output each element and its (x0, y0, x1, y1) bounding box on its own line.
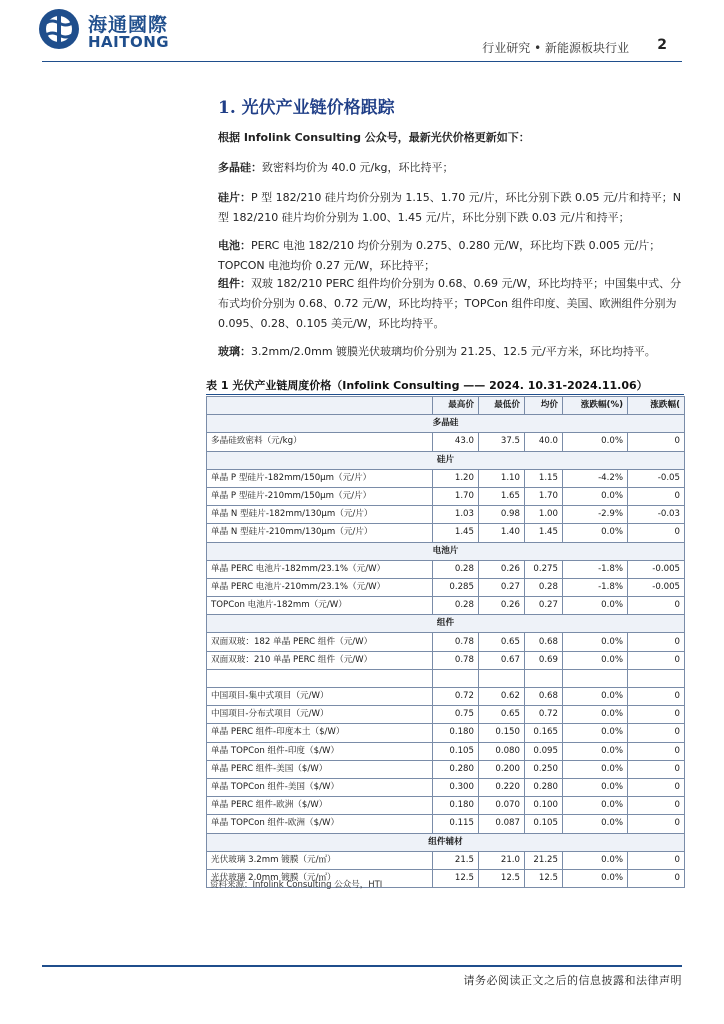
table-cell: 0 (628, 651, 685, 669)
table-row (207, 724, 685, 742)
table-cell: -0.05 (628, 469, 685, 487)
table-cell: 0.28 (525, 578, 563, 596)
table-row-label: 双面双玻：210 单晶 PERC 组件（元/W） (207, 651, 433, 669)
table-row-label: 光伏玻璃 2.0mm 镀膜（元/㎡） (207, 869, 433, 887)
table-cell: 1.03 (433, 506, 479, 524)
table-row-label: 单晶 PERC 电池片-210mm/23.1%（元/W） (207, 578, 433, 596)
table-cell: 0.72 (525, 706, 563, 724)
paragraph-label: 电池： (218, 239, 251, 252)
table-cell: 0.78 (433, 633, 479, 651)
table-row (207, 506, 685, 524)
table-row (207, 760, 685, 778)
table-cell: 0 (628, 797, 685, 815)
table-cell (433, 669, 479, 687)
table-section-row (207, 542, 685, 560)
table-cell (479, 669, 525, 687)
table-cell: 0 (628, 688, 685, 706)
table-section-row (207, 615, 685, 633)
table-cell: 0.0% (563, 724, 628, 742)
table-cell: 0.280 (525, 778, 563, 796)
table-cell: 0.27 (479, 578, 525, 596)
table-cell: 0.67 (479, 651, 525, 669)
table-cell: 0.250 (525, 760, 563, 778)
table-row-label: 单晶 TOPCon 组件-欧洲（$/W） (207, 815, 433, 833)
table-cell: 0.0% (563, 524, 628, 542)
table-cell: 21.5 (433, 851, 479, 869)
table-cell: 0.0% (563, 815, 628, 833)
table-row-label: 单晶 PERC 组件-印度本土（$/W） (207, 724, 433, 742)
table-row-label: 单晶 N 型硅片-182mm/130μm（元/片） (207, 506, 433, 524)
table-header-cell: 均价 (525, 397, 563, 415)
table-cell: 0 (628, 742, 685, 760)
table-row (207, 706, 685, 724)
table-cell: 0 (628, 724, 685, 742)
table-cell: 0.0% (563, 851, 628, 869)
table-row (207, 778, 685, 796)
table-cell: 0 (628, 851, 685, 869)
table-cell: 1.45 (433, 524, 479, 542)
header-divider (42, 61, 682, 62)
table-cell: 0.200 (479, 760, 525, 778)
table-row (207, 651, 685, 669)
table-cell (207, 669, 433, 687)
table-cell: 0.78 (433, 651, 479, 669)
table-cell: 0.27 (525, 597, 563, 615)
footer-disclaimer: 请务必阅读正文之后的信息披露和法律声明 (463, 974, 682, 987)
table-cell: 0 (628, 487, 685, 505)
section-title: 1. 光伏产业链价格跟踪 (218, 98, 395, 118)
table-section-row (207, 833, 685, 851)
table-cell: 0.0% (563, 760, 628, 778)
table-row (207, 688, 685, 706)
table-cell: 0.28 (433, 560, 479, 578)
table-section-row (207, 451, 685, 469)
haitong-logo-icon (38, 8, 80, 50)
polysilicon-paragraph (218, 158, 684, 178)
table-row-label: 单晶 TOPCon 组件-印度（$/W） (207, 742, 433, 760)
table-cell: 0.68 (525, 633, 563, 651)
table-cell: 1.20 (433, 469, 479, 487)
table-row (207, 597, 685, 615)
table-section-label: 组件 (207, 615, 685, 633)
paragraph-text: 双玻 182/210 PERC 组件均价分别为 0.68、0.69 元/W，环比均持平；中国集中式、分布式均价分别为 0.68、0.72 元/W，环比均持平；TOPCon 组件印度、美国、欧洲组件分别为 0.095、0.28、0.105 美元/W，环比均持平。 (218, 277, 682, 330)
table-cell: 0.100 (525, 797, 563, 815)
table-row (207, 524, 685, 542)
table-cell: 12.5 (433, 869, 479, 887)
paragraph-label: 硅片： (218, 191, 251, 204)
logo-chinese-name: 海通國際 (88, 14, 169, 36)
table-cell: -0.03 (628, 506, 685, 524)
table-cell: -1.8% (563, 560, 628, 578)
header-category: 行业研究 • 新能源板块行业 (482, 41, 629, 55)
table-header-cell: 最低价 (479, 397, 525, 415)
table-cell: 0.0% (563, 633, 628, 651)
table-cell: -1.8% (563, 578, 628, 596)
paragraph-text: PERC 电池 182/210 均价分别为 0.275、0.280 元/W，环比均下跌 0.005 元/片；TOPCON 电池均价 0.27 元/W，环比持平； (218, 239, 661, 272)
table-row (207, 469, 685, 487)
table-row (207, 560, 685, 578)
table-section-label: 电池片 (207, 542, 685, 560)
table-row-label: 双面双玻：182 单晶 PERC 组件（元/W） (207, 633, 433, 651)
table-cell: 0.26 (479, 560, 525, 578)
table-cell: 0.0% (563, 869, 628, 887)
paragraph-text: P 型 182/210 硅片均价分别为 1.15、1.70 元/片，环比分别下跌 0.05 元/片和持平；N 型 182/210 硅片均价分别为 1.00、1.45 元/片，环比分别下跌 0.03 元/片和持平； (218, 191, 681, 224)
table-cell: 0.0% (563, 651, 628, 669)
table-cell: 0 (628, 760, 685, 778)
table-row (207, 633, 685, 651)
table-cell: 1.15 (525, 469, 563, 487)
table-cell: 0.105 (525, 815, 563, 833)
table-cell: -0.005 (628, 578, 685, 596)
table-cell: 0.275 (525, 560, 563, 578)
table-cell: 0.300 (433, 778, 479, 796)
table-cell: 0.095 (525, 742, 563, 760)
table-cell: 0.165 (525, 724, 563, 742)
table-header-row (207, 397, 685, 415)
table-cell: 1.40 (479, 524, 525, 542)
table-cell (563, 669, 628, 687)
table-header-cell (207, 397, 433, 415)
company-logo (38, 8, 168, 54)
table-header-cell: 涨跌幅(%) (563, 397, 628, 415)
table-section-label: 多晶硅 (207, 415, 685, 433)
table-cell: 0.68 (525, 688, 563, 706)
table-cell: 0.0% (563, 778, 628, 796)
table-cell: 0.26 (479, 597, 525, 615)
table-row-label: 单晶 N 型硅片-210mm/130μm（元/片） (207, 524, 433, 542)
table-section-row (207, 415, 685, 433)
table-row-label: 多晶硅致密料（元/kg） (207, 433, 433, 451)
table-section-label: 硅片 (207, 451, 685, 469)
table-row-label: 单晶 PERC 电池片-182mm/23.1%（元/W） (207, 560, 433, 578)
table-cell: 0.0% (563, 797, 628, 815)
wafer-paragraph (218, 188, 684, 228)
glass-paragraph (218, 342, 684, 362)
table-cell: 0.105 (433, 742, 479, 760)
module-paragraph (218, 274, 684, 334)
table-row (207, 797, 685, 815)
table-row (207, 742, 685, 760)
table-cell: 0 (628, 869, 685, 887)
table-cell: 0 (628, 706, 685, 724)
table-cell: 0 (628, 524, 685, 542)
table-cell: 12.5 (525, 869, 563, 887)
table-row (207, 851, 685, 869)
table-cell: 1.65 (479, 487, 525, 505)
table-cell: 0.080 (479, 742, 525, 760)
table-row-label: 单晶 PERC 组件-美国（$/W） (207, 760, 433, 778)
table-cell: -2.9% (563, 506, 628, 524)
table-row (207, 578, 685, 596)
table-cell: 0 (628, 778, 685, 796)
table-cell: 1.70 (525, 487, 563, 505)
table-cell: 21.0 (479, 851, 525, 869)
table-cell: 0.220 (479, 778, 525, 796)
table-cell: 0.0% (563, 688, 628, 706)
table-title-divider (206, 394, 684, 395)
table-cell: 21.25 (525, 851, 563, 869)
table-row (207, 487, 685, 505)
table-cell: 0 (628, 433, 685, 451)
paragraph-label: 组件： (218, 277, 251, 290)
table-cell: 40.0 (525, 433, 563, 451)
table-cell: 0.180 (433, 797, 479, 815)
table-row-label: 单晶 P 型硅片-182mm/150μm（元/片） (207, 469, 433, 487)
table-row-label: 单晶 P 型硅片-210mm/150μm（元/片） (207, 487, 433, 505)
table-blank-row (207, 669, 685, 687)
table-cell: 0.69 (525, 651, 563, 669)
paragraph-label: 多晶硅： (218, 161, 262, 174)
table-cell: 0.280 (433, 760, 479, 778)
table-cell: 0.65 (479, 706, 525, 724)
table-cell: 0.0% (563, 597, 628, 615)
table-cell: 0.115 (433, 815, 479, 833)
table-cell: 12.5 (479, 869, 525, 887)
table-cell: 0.070 (479, 797, 525, 815)
table-row-label: 单晶 PERC 组件-欧洲（$/W） (207, 797, 433, 815)
table-title: 表 1 光伏产业链周度价格（Infolink Consulting —— 2024. 10.31-2024.11.06） (206, 379, 648, 392)
table-cell: 0.72 (433, 688, 479, 706)
logo-english-name: HAITONG (88, 33, 170, 51)
table-cell: -0.005 (628, 560, 685, 578)
price-table (206, 396, 685, 888)
intro-paragraph: 根据 Infolink Consulting 公众号，最新光伏价格更新如下： (218, 131, 530, 144)
table-row-label: 单晶 TOPCon 组件-美国（$/W） (207, 778, 433, 796)
table-cell: 1.45 (525, 524, 563, 542)
table-row-label: 中国项目-分布式项目（元/W） (207, 706, 433, 724)
table-header-cell: 最高价 (433, 397, 479, 415)
table-body (207, 415, 685, 888)
table-cell: 0.0% (563, 433, 628, 451)
table-cell: 0.285 (433, 578, 479, 596)
table-row (207, 815, 685, 833)
table-cell: 0.62 (479, 688, 525, 706)
paragraph-text: 3.2mm/2.0mm 镀膜光伏玻璃均价分别为 21.25、12.5 元/平方米，环比均持平。 (251, 345, 656, 358)
table-cell: 0.087 (479, 815, 525, 833)
table-cell (628, 669, 685, 687)
table-cell: 0.0% (563, 487, 628, 505)
table-cell: 0 (628, 597, 685, 615)
table-cell: 0.0% (563, 706, 628, 724)
table-cell: 1.70 (433, 487, 479, 505)
table-cell: 0.0% (563, 742, 628, 760)
paragraph-label: 玻璃： (218, 345, 251, 358)
table-cell: -4.2% (563, 469, 628, 487)
footer-divider (42, 965, 682, 967)
table-cell: 1.00 (525, 506, 563, 524)
table-cell: 0 (628, 815, 685, 833)
page-number: 2 (657, 37, 667, 53)
table-cell: 0 (628, 633, 685, 651)
table-cell: 0.180 (433, 724, 479, 742)
table-cell: 1.10 (479, 469, 525, 487)
table-row-label: 光伏玻璃 3.2mm 镀膜（元/㎡） (207, 851, 433, 869)
table-cell: 0.65 (479, 633, 525, 651)
table-header-cell: 涨跌幅( (628, 397, 685, 415)
table-cell: 0.98 (479, 506, 525, 524)
paragraph-text: 致密料均价为 40.0 元/kg，环比持平； (262, 161, 454, 174)
table-row (207, 433, 685, 451)
table-row-label: TOPCon 电池片-182mm（元/W） (207, 597, 433, 615)
table-source: 资料来源：Infolink Consulting 公众号，HTI (210, 880, 383, 890)
table-section-label: 组件辅材 (207, 833, 685, 851)
table-cell: 43.0 (433, 433, 479, 451)
table-cell: 0.150 (479, 724, 525, 742)
cell-paragraph (218, 236, 684, 276)
table-cell: 37.5 (479, 433, 525, 451)
table-cell: 0.75 (433, 706, 479, 724)
table-cell: 0.28 (433, 597, 479, 615)
table-row-label: 中国项目-集中式项目（元/W） (207, 688, 433, 706)
table-cell (525, 669, 563, 687)
